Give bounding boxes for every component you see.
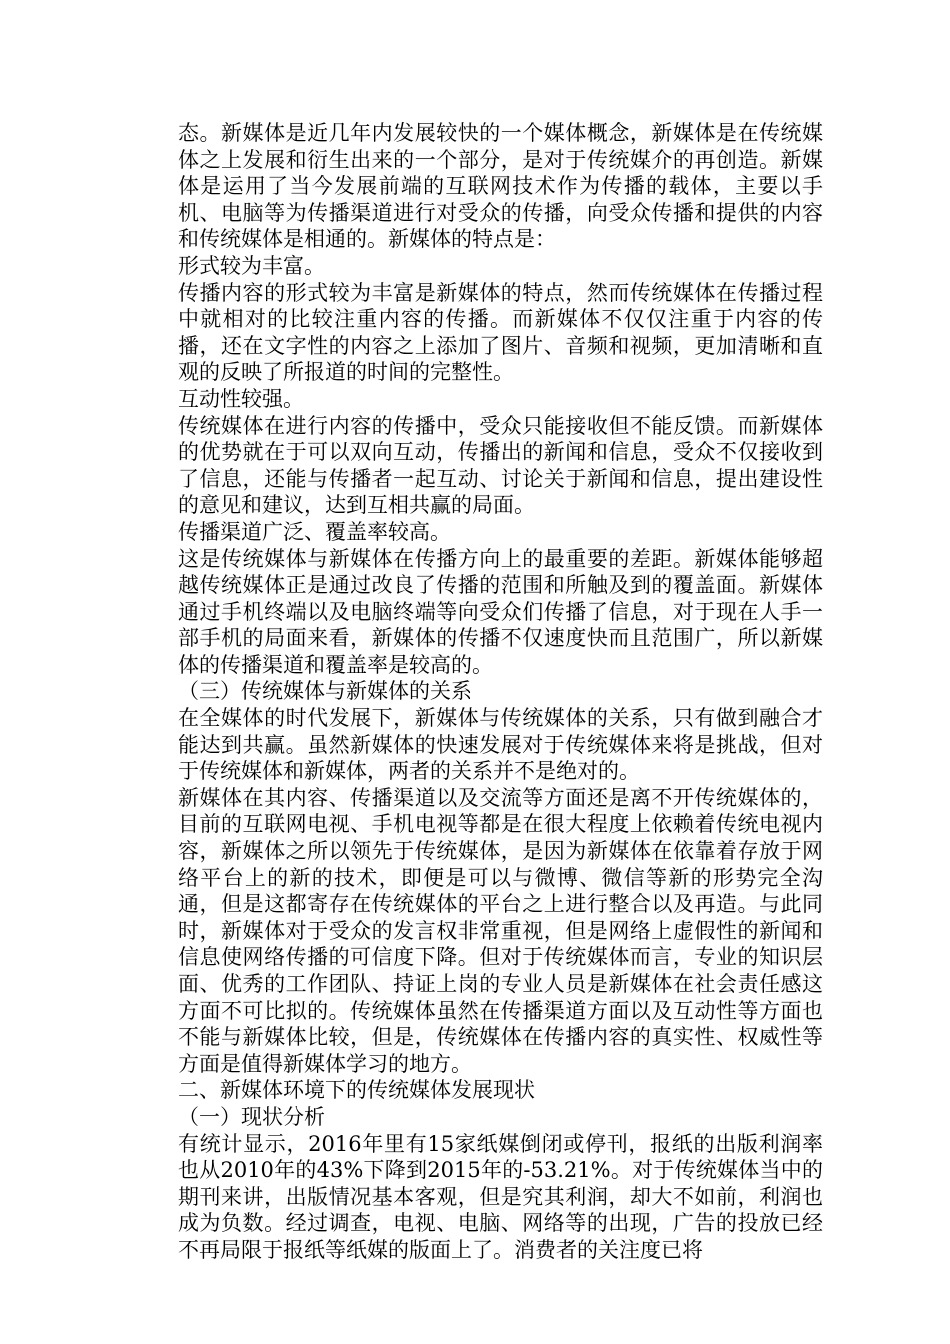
chapter-heading: 二、新媒体环境下的传统媒体发展现状: [178, 1078, 535, 1103]
paragraph-subheading: 形式较为丰富。: [178, 253, 325, 278]
paragraph: 有统计显示，2016年里有15家纸媒倒闭或停刊，报纸的出版利润率也从2010年的43%下降到2015年的-53.21%。对于传统媒体当中的期刊来讲，出版情况基本客观，但是究其利润，却大不如前，利润也成为负数。经过调查，电视、电脑、网络等的出现，广告的投放已经不再局限于报纸等纸媒的版面上了。消费者的关注度已将: [178, 1131, 823, 1262]
section-heading: （三）传统媒体与新媒体的关系: [178, 679, 472, 704]
paragraph: 这是传统媒体与新媒体在传播方向上的最重要的差距。新媒体能够超越传统媒体正是通过改良了传播的范围和所触及到的覆盖面。新媒体通过手机终端以及电脑终端等向受众们传播了信息，对于现在人手一部手机的局面来看，新媒体的传播不仅速度快而且范围广，所以新媒体的传播渠道和覆盖率是较高的。: [178, 546, 823, 677]
paragraph: 在全媒体的时代发展下，新媒体与传统媒体的关系，只有做到融合才能达到共赢。虽然新媒体的快速发展对于传统媒体来将是挑战，但对于传统媒体和新媒体，两者的关系并不是绝对的。: [178, 706, 823, 784]
document-body: [178, 120, 823, 1264]
paragraph: 态。新媒体是近几年内发展较快的一个媒体概念，新媒体是在传统媒体之上发展和衍生出来的一个部分，是对于传统媒介的再创造。新媒体是运用了当今发展前端的互联网技术作为传播的载体，主要以手机、电脑等为传播渠道进行对受众的传播，向受众传播和提供的内容和传统媒体是相通的。新媒体的特点是：: [178, 121, 823, 252]
paragraph: 新媒体在其内容、传播渠道以及交流等方面还是离不开传统媒体的，目前的互联网电视、手机电视等都是在很大程度上依赖着传统电视内容，新媒体之所以领先于传统媒体，是因为新媒体在依靠着存放于网络平台上的新的技术，即便是可以与微博、微信等新的形势完全沟通，但是这都寄存在传统媒体的平台之上进行整合以及再造。与此同时，新媒体对于受众的发言权非常重视，但是网络上虚假性的新闻和信息使网络传播的可信度下降。但对于传统媒体而言，专业的知识层面、优秀的工作团队、持证上岗的专业人员是新媒体在社会责任感这方面不可比拟的。传统媒体虽然在传播渠道方面以及互动性等方面也不能与新媒体比较，但是，传统媒体在传播内容的真实性、权威性等方面是值得新媒体学习的地方。: [178, 785, 823, 1076]
paragraph-subheading: 传播渠道广泛、覆盖率较高。: [178, 519, 451, 544]
section-heading: （一）现状分析: [178, 1104, 325, 1129]
paragraph: 传播内容的形式较为丰富是新媒体的特点，然而传统媒体在传播过程中就相对的比较注重内容的传播。而新媒体不仅仅注重于内容的传播，还在文字性的内容之上添加了图片、音频和视频，更加清晰和直观的反映了所报道的时间的完整性。: [178, 280, 823, 385]
paragraph: 传统媒体在进行内容的传播中，受众只能接收但不能反馈。而新媒体的优势就在于可以双向互动，传播出的新闻和信息，受众不仅接收到了信息，还能与传播者一起互动、讨论关于新闻和信息，提出建设性的意见和建议，达到互相共赢的局面。: [178, 413, 823, 518]
paragraph-subheading: 互动性较强。: [178, 386, 304, 411]
